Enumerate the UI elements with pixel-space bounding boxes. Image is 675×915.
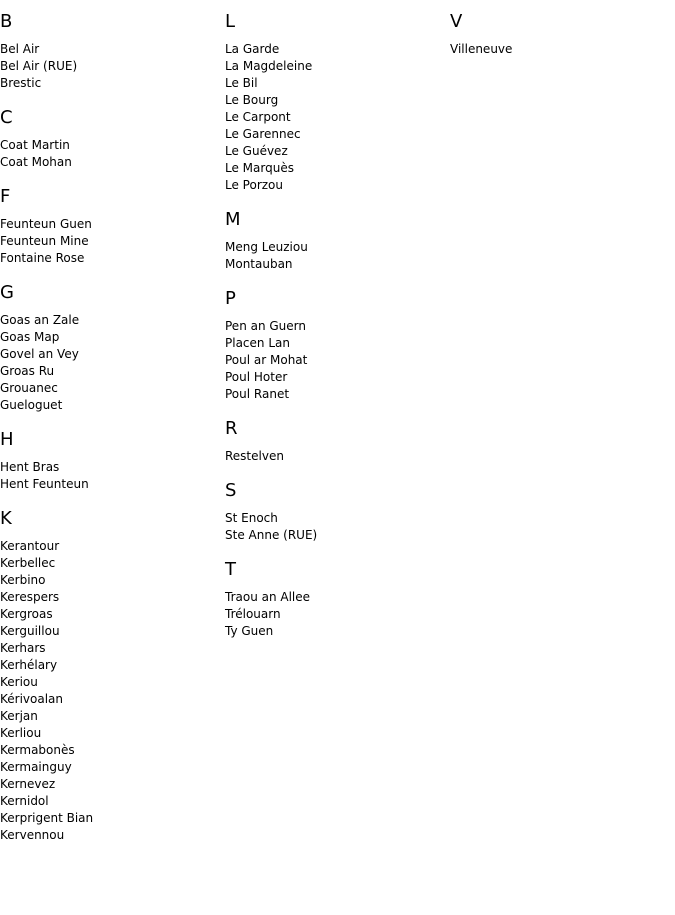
place-name: Kerjan [0,709,38,723]
place-name: Kérivoalan [0,692,64,706]
letter-group-h [0,429,220,493]
place-list [450,41,670,58]
place-name: Kerliou [0,726,42,740]
place-name: Kerprigent Bian [0,811,94,825]
place-list [0,538,220,844]
letter-heading: M [225,209,241,230]
place-name: St Enoch [225,511,278,525]
place-name: Kerhélary [0,658,58,672]
letter-heading: V [450,11,463,32]
place-name: Hent Bras [0,460,60,474]
place-name: Poul Hoter [225,370,288,384]
place-list [225,448,445,465]
place-name: Trélouarn [225,607,281,621]
index-column-1 [0,0,220,859]
letter-group-t [225,559,445,640]
place-name: Keriou [0,675,38,689]
place-name: Kernidol [0,794,49,808]
index-column-3 [450,0,670,73]
place-list [0,216,220,267]
letter-group-m [225,209,445,273]
place-name: Bel Air (RUE) [0,59,78,73]
place-name: Gueloguet [0,398,63,412]
place-name: Coat Martin [0,138,70,152]
place-list [225,510,445,544]
place-list [225,589,445,640]
place-name: Feunteun Guen [0,217,92,231]
place-name: Le Bil [225,76,258,90]
letter-heading: H [0,429,14,450]
place-list [0,459,220,493]
place-name: Kerespers [0,590,60,604]
place-name: Fontaine Rose [0,251,85,265]
letter-group-k [0,508,220,844]
place-name: La Garde [225,42,280,56]
place-name: Kermainguy [0,760,72,774]
letter-heading: R [225,418,238,439]
letter-group-v [450,11,670,58]
place-name: Grouanec [0,381,58,395]
place-name: Villeneuve [450,42,513,56]
place-name: Traou an Allee [225,590,311,604]
letter-heading: T [225,559,236,580]
letter-group-p [225,288,445,403]
place-name: Goas Map [0,330,60,344]
place-name: Kergroas [0,607,53,621]
letter-heading: F [0,186,11,207]
letter-heading: S [225,480,237,501]
place-name: Le Bourg [225,93,279,107]
letter-group-r [225,418,445,465]
letter-group-l [225,11,445,194]
place-name: Brestic [0,76,42,90]
place-name: Le Guévez [225,144,288,158]
place-list [225,239,445,273]
letter-heading: C [0,107,13,128]
place-name: Ty Guen [225,624,274,638]
letter-group-g [0,282,220,414]
place-name: Groas Ru [0,364,55,378]
place-name: Placen Lan [225,336,290,350]
place-name: Feunteun Mine [0,234,89,248]
letter-heading: L [225,11,236,32]
place-list [0,312,220,414]
place-list [225,318,445,403]
place-name: Meng Leuziou [225,240,308,254]
letter-group-b [0,11,220,92]
place-name: Govel an Vey [0,347,79,361]
place-name: Le Garennec [225,127,301,141]
place-name: Le Marquès [225,161,294,175]
place-name: La Magdeleine [225,59,313,73]
place-name: Kerbellec [0,556,56,570]
place-list [0,137,220,171]
place-name: Coat Mohan [0,155,72,169]
index-column-2 [225,0,445,655]
place-name: Hent Feunteun [0,477,89,491]
place-name: Ste Anne (RUE) [225,528,318,542]
place-name: Goas an Zale [0,313,80,327]
place-list [0,41,220,92]
place-name: Kerhars [0,641,46,655]
place-name: Kerguillou [0,624,60,638]
place-name: Poul Ranet [225,387,290,401]
place-name: Kernevez [0,777,56,791]
place-name: Bel Air [0,42,40,56]
letter-group-f [0,186,220,267]
letter-group-c [0,107,220,171]
place-name: Pen an Guern [225,319,306,333]
place-name: Kerantour [0,539,60,553]
place-name: Le Carpont [225,110,291,124]
letter-group-s [225,480,445,544]
place-name: Le Porzou [225,178,284,192]
place-name: Kervennou [0,828,65,842]
letter-heading: P [225,288,236,309]
letter-heading: G [0,282,14,303]
place-list [225,41,445,194]
place-name: Restelven [225,449,284,463]
letter-heading: B [0,11,13,32]
place-name: Montauban [225,257,293,271]
place-name: Kerbino [0,573,46,587]
letter-heading: K [0,508,12,529]
place-name: Kermabonès [0,743,75,757]
place-name: Poul ar Mohat [225,353,308,367]
